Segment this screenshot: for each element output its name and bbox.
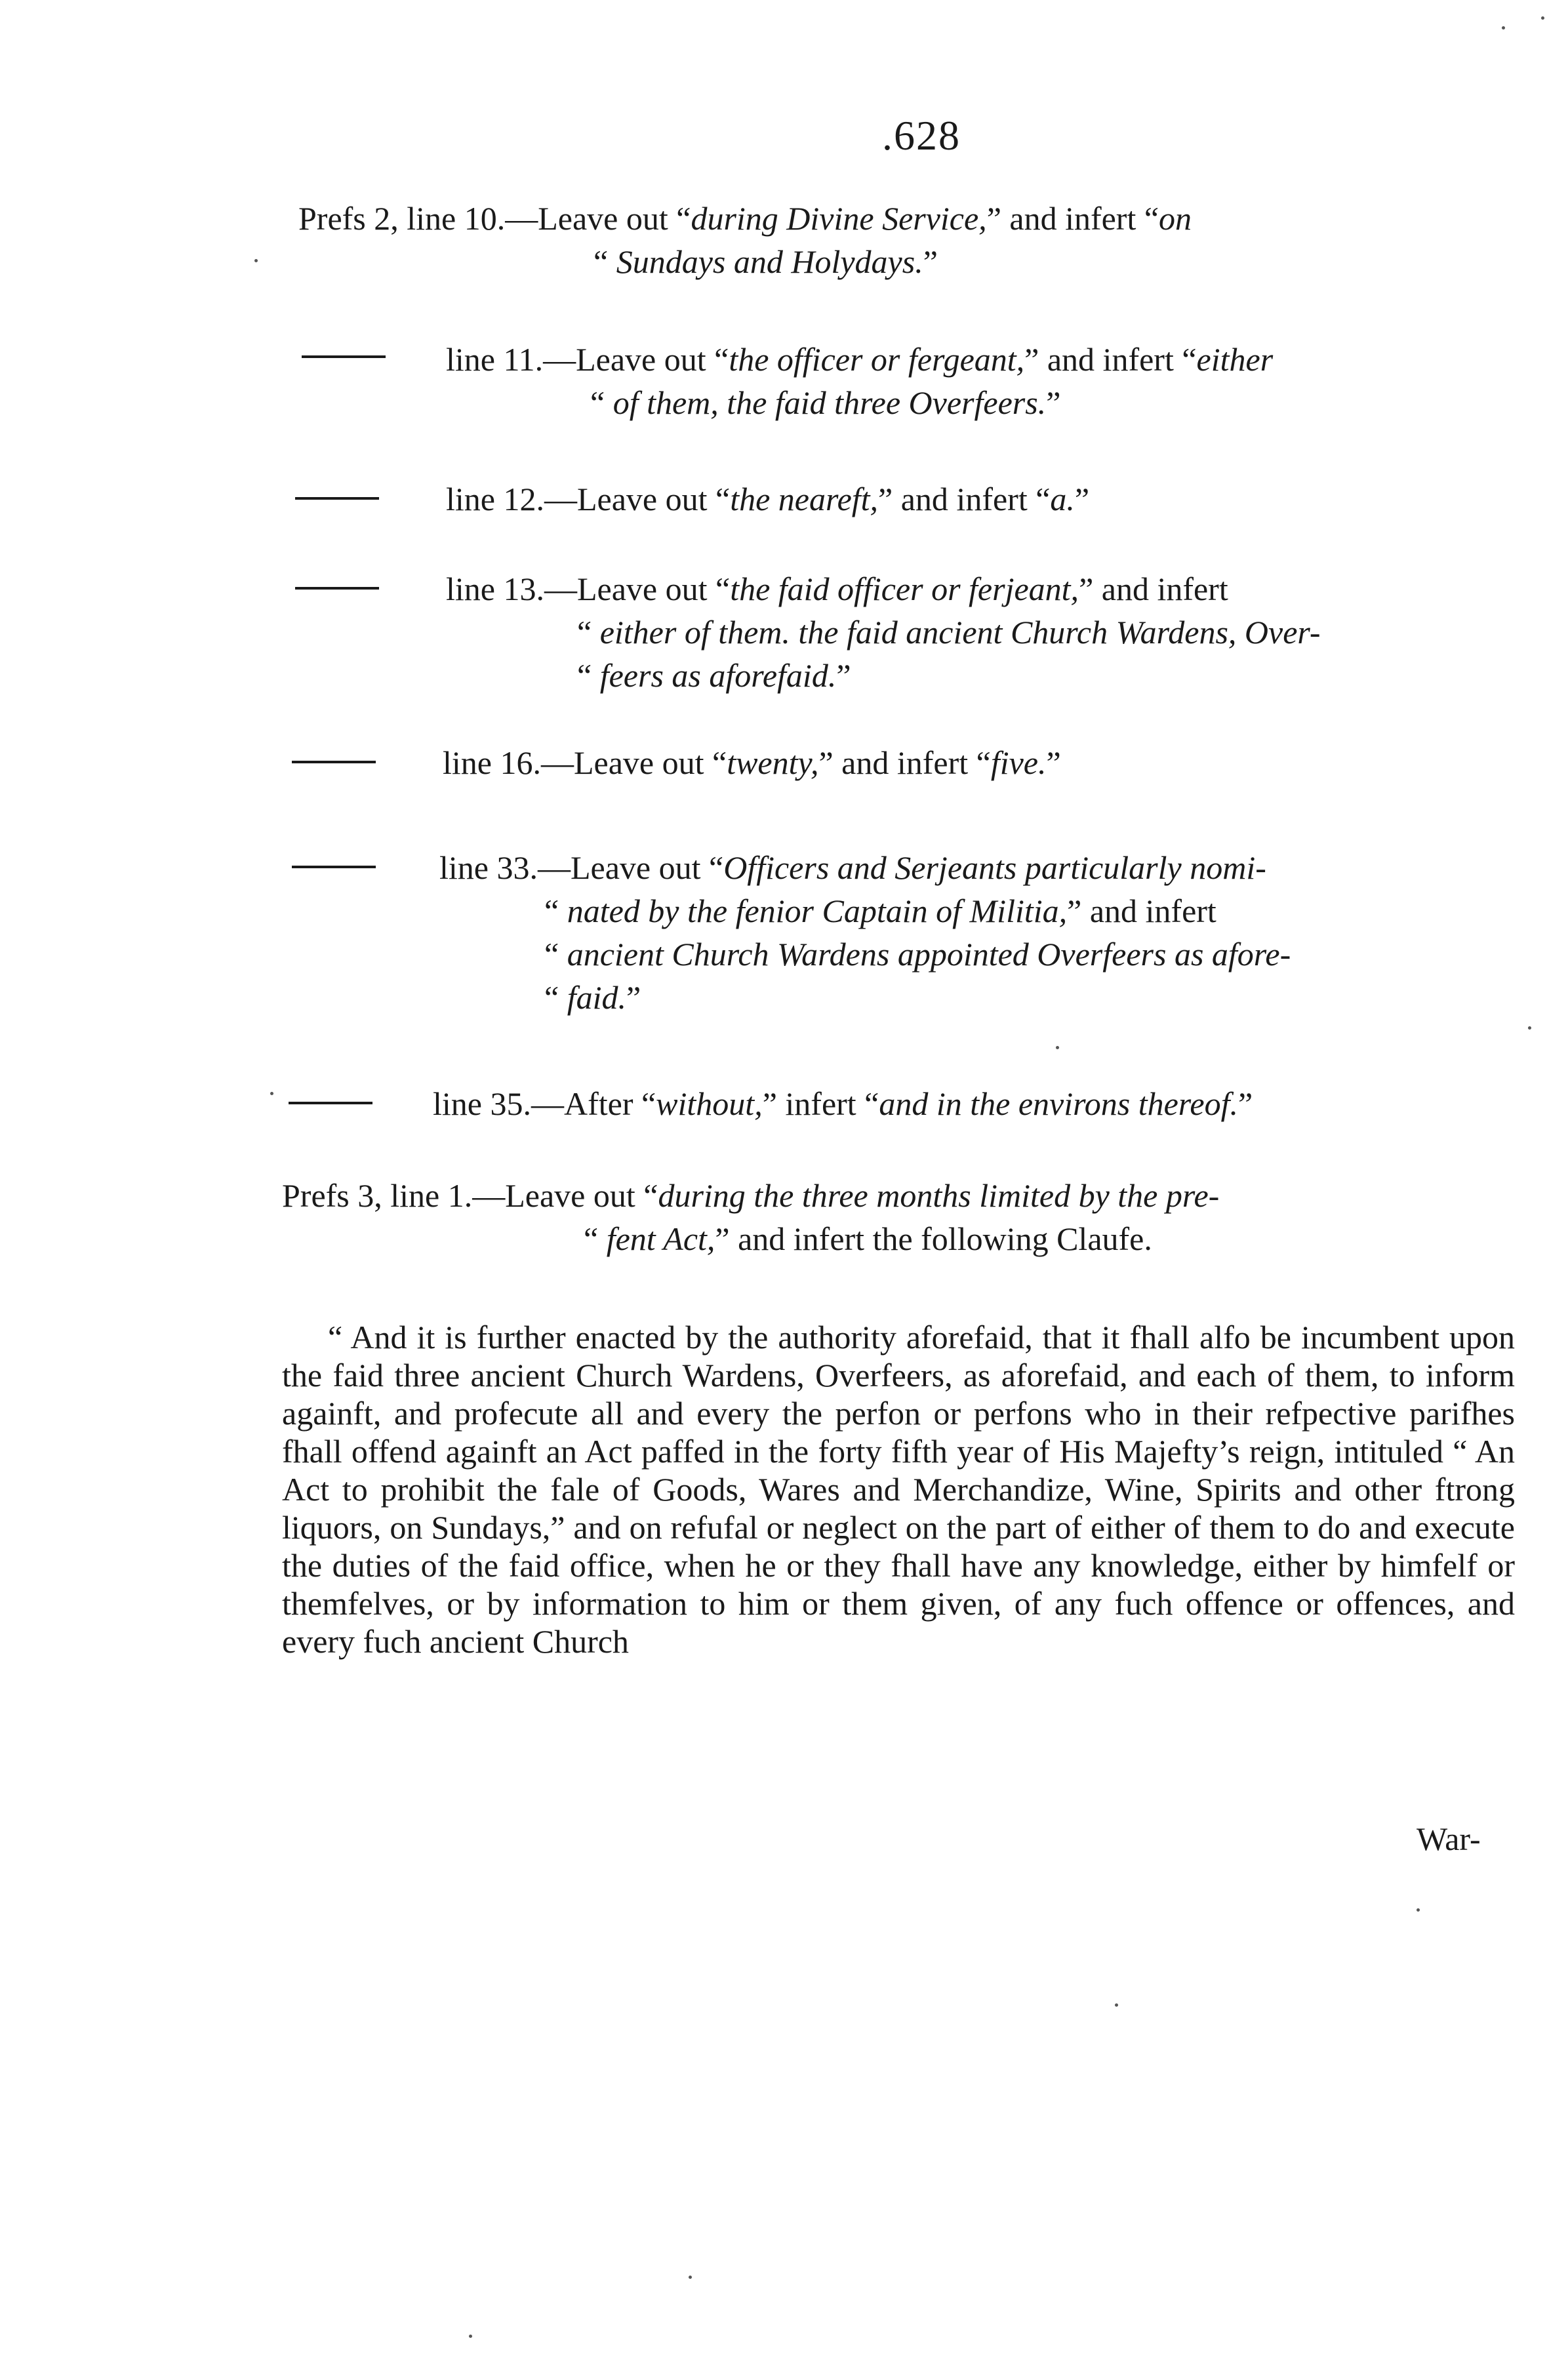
print-speck (1502, 26, 1505, 30)
catchword: War- (1417, 1820, 1481, 1857)
cont-pre: “ (590, 384, 613, 421)
entry-lead: Prefs 3, line 1.—Leave out “ (282, 1177, 658, 1214)
amendment-entry (298, 197, 1192, 283)
cont-italic: either of them. the faid ancient Church Wardens, Over- (599, 614, 1321, 651)
entry-lead-end: ” (1046, 744, 1061, 781)
print-speck (469, 2335, 472, 2338)
entry-lead: line 11.—Leave out “ (446, 341, 729, 378)
entry-lead-italic: Officers and Serjeants particularly nomi- (723, 849, 1266, 886)
cont-post: ” (1046, 384, 1061, 421)
amendment-entry (433, 1082, 1253, 1125)
cont-pre: “ (577, 614, 600, 651)
entry-lead: line 33.—Leave out “ (439, 849, 724, 886)
ditto-dash (289, 1102, 372, 1104)
amendment-entry (446, 338, 1273, 424)
print-speck (1056, 1046, 1059, 1049)
cont-pre: “ (593, 243, 616, 280)
entry-lead-tail: ” and infert “ (878, 481, 1051, 517)
print-speck (1417, 1908, 1420, 1912)
cont-pre: “ (544, 893, 567, 929)
entry-lead: line 12.—Leave out “ (446, 481, 731, 517)
entry-lead-italic2: on (1159, 200, 1192, 237)
cont-post: ” (626, 979, 641, 1016)
entry-lead-tail: ” and infert “ (1024, 341, 1197, 378)
print-speck (1115, 2003, 1118, 2007)
entry-lead-italic2: and in the environs thereof. (879, 1085, 1238, 1122)
cont-post: ” and infert the following Claufe. (715, 1220, 1152, 1257)
entry-lead-tail: ” infert “ (762, 1085, 879, 1122)
entry-lead-italic: twenty, (727, 744, 819, 781)
entry-lead-italic: the neareft, (730, 481, 879, 517)
entry-lead-italic2: either (1196, 341, 1274, 378)
cont-italic: feers as aforefaid. (599, 657, 837, 694)
cont-pre: “ (544, 979, 567, 1016)
entry-lead-italic: during Divine Service, (691, 200, 987, 237)
cont-post: ” (923, 243, 938, 280)
amendment-entry (446, 567, 1321, 697)
clause-text: “ And it is further enacted by the authority aforefaid, that it fhall alfo be incumbent upon the faid three ancient Church Wardens, Overfeers, as aforefaid, and each of them, to inform againft, and profecute all and every the perfon or perfons who in their refpective parifhes fhall offend againft an Act paffed in the forty fifth year of His Majefty’s reign, intituled “ An Act to prohibit the fale of Goods, Wares and Merchandize, Wine, Spirits and other ftrong liquors, on Sundays,” and on refufal or neglect on the part of either of them to do and execute the duties of the faid office, when he or they fhall have any knowledge, either by himfelf or themfelves, or by information to him or them given, of any fuch offence or offences, and every fuch ancient Church (282, 1319, 1515, 1660)
clause-paragraph (282, 1318, 1515, 1660)
print-speck (254, 259, 258, 262)
ditto-dash (292, 866, 376, 868)
cont-pre: “ (544, 936, 567, 973)
amendment-entry (282, 1174, 1219, 1260)
entry-lead: Prefs 2, line 10.—Leave out “ (298, 200, 691, 237)
amendment-entry (443, 741, 1061, 784)
ditto-dash (295, 497, 379, 500)
entry-lead-end: ” (1074, 481, 1090, 517)
ditto-dash (302, 355, 386, 358)
entry-lead: line 16.—Leave out “ (443, 744, 727, 781)
entry-lead-italic: the faid officer or ferjeant, (730, 571, 1079, 607)
print-speck (1541, 16, 1544, 20)
print-speck (1528, 1026, 1531, 1030)
cont-post: ” (836, 657, 851, 694)
amendment-entry (446, 477, 1089, 521)
cont-pre: “ (577, 657, 600, 694)
ditto-dash (292, 761, 376, 763)
entry-lead: line 35.—After “ (433, 1085, 656, 1122)
print-speck (689, 2276, 692, 2279)
cont-italic: nated by the fenior Captain of Militia, (567, 893, 1068, 929)
cont-pre: “ (584, 1220, 607, 1257)
entry-lead-end: ” (1237, 1085, 1253, 1122)
amendment-entry (439, 846, 1291, 1019)
entry-lead-italic2: a. (1050, 481, 1075, 517)
entry-lead-italic: the officer or fergeant, (729, 341, 1025, 378)
entry-lead-tail: ” and infert “ (818, 744, 991, 781)
entry-lead-italic2: five. (990, 744, 1047, 781)
cont-italic: of them, the faid three Overfeers. (613, 384, 1047, 421)
ditto-dash (295, 587, 379, 590)
entry-lead: line 13.—Leave out “ (446, 571, 731, 607)
print-speck (270, 1092, 273, 1095)
page-number: .628 (882, 112, 961, 159)
cont-italic: faid. (567, 979, 626, 1016)
entry-lead-tail: ” and infert (1079, 571, 1228, 607)
cont-italic: fent Act, (606, 1220, 715, 1257)
entry-lead-tail: ” and infert “ (986, 200, 1159, 237)
entry-lead-italic: without, (656, 1085, 763, 1122)
entry-lead-italic: during the three months limited by the pre- (658, 1177, 1220, 1214)
cont-post: ” and infert (1067, 893, 1216, 929)
cont-italic: Sundays and Holydays. (616, 243, 923, 280)
cont-italic: ancient Church Wardens appointed Overfeers as afore- (567, 936, 1291, 973)
